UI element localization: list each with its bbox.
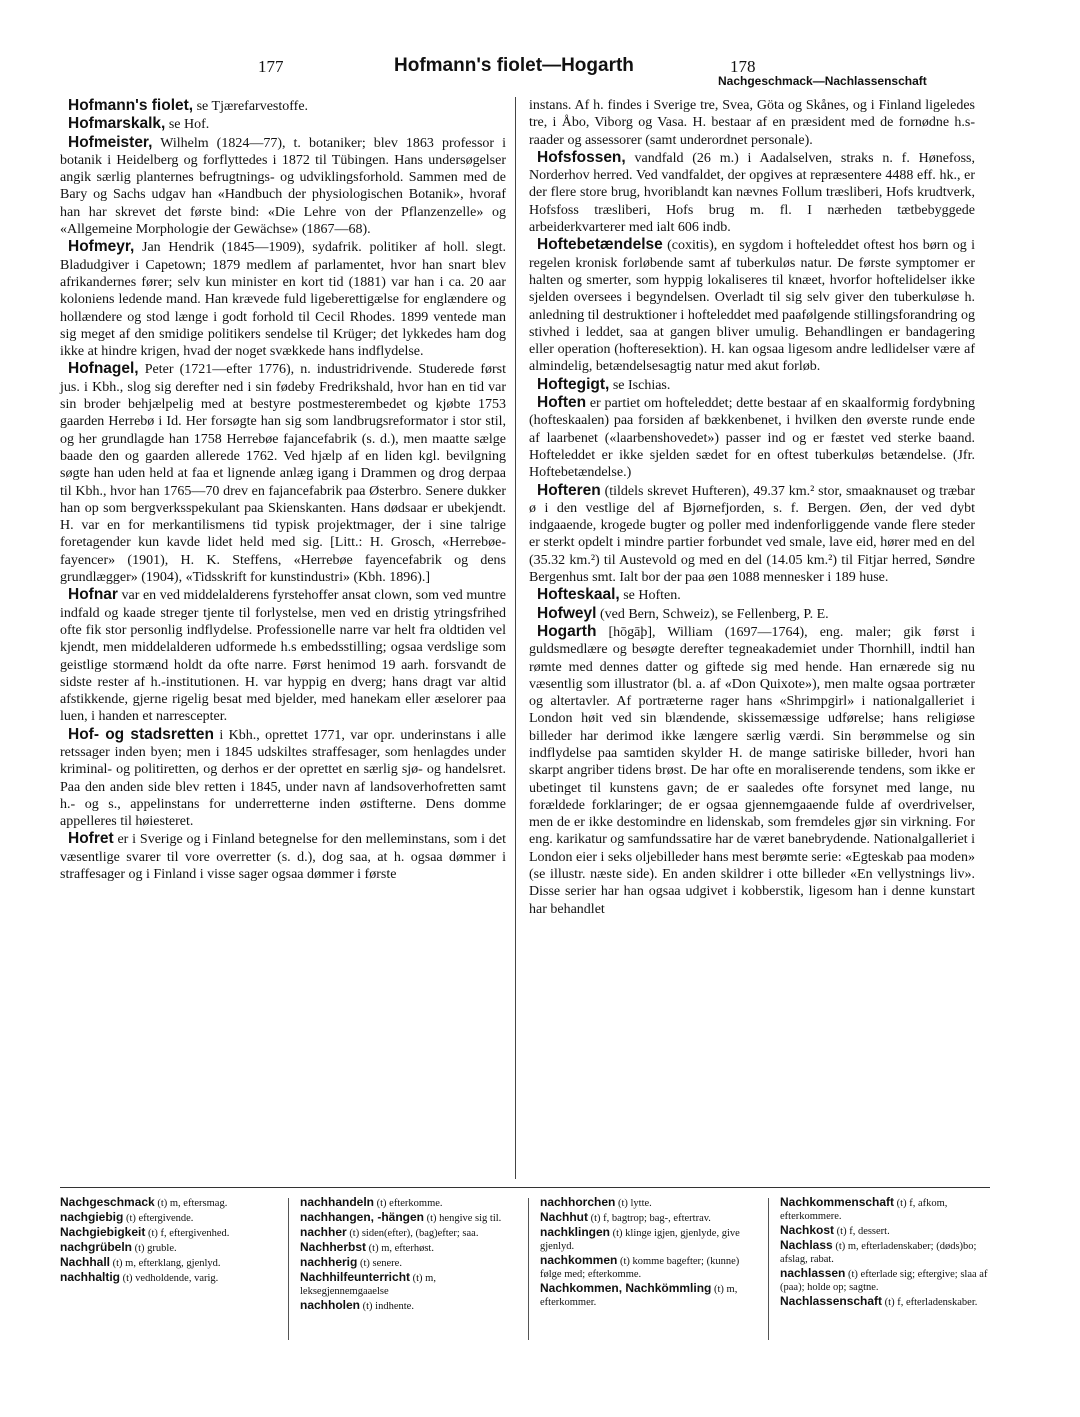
dictionary-range: Nachgeschmack—Nachlassenschaft bbox=[718, 74, 927, 88]
entry-text: (t) klinge igjen, gjenlyde, give gjenlyd. bbox=[540, 1228, 740, 1252]
page-number-right: 178 bbox=[730, 57, 756, 76]
entry bbox=[529, 376, 975, 394]
left-column bbox=[60, 97, 506, 883]
headword: Hofnagel, bbox=[68, 360, 139, 378]
entry-text: (t) hengive sig til. bbox=[424, 1213, 502, 1224]
entry-text: (coxitis), en sygdom i hofteleddet oftest hos børn og i regelen kronisk forløbende samt af tuberkuløs natur. De første symptomer er halten og smerter, som hyppig lokaliseres til knæet, hvorfor hoftelidelser ikke sjelden oversees i begyndelsen. Overladt til sig selv giver den tuberkuløse h. anledning til destruktioner i hofteleddet med paafølgende stillingsforandring og stivhed i leddet, saa at gangen bliver umulig. Behandlingen er bandagering eller operation (hofteresektion). H. kan ogsaa ligesom andre ledlidelser være af almindelig, betændelsesagtig natur med akut forløb. bbox=[529, 238, 975, 375]
entry-text: (t) f, afkom, efterkommere. bbox=[780, 1198, 948, 1222]
entry-text: (t) m, leksegjennemgaaelse bbox=[300, 1273, 436, 1297]
entry-text: (t) efterlade sig; eftergive; slaa af (paa); holde op; sagtne. bbox=[780, 1269, 988, 1293]
headword: Hofnar bbox=[68, 586, 118, 604]
footer-column-2 bbox=[300, 1196, 515, 1314]
entry bbox=[60, 1241, 275, 1255]
entry bbox=[529, 394, 975, 481]
headword: Nachhall bbox=[60, 1255, 111, 1269]
headword: Nachgiebigkeit bbox=[60, 1225, 146, 1239]
entry bbox=[300, 1226, 515, 1240]
entry bbox=[300, 1241, 515, 1255]
entry-text: se Hof. bbox=[165, 117, 210, 133]
entry bbox=[300, 1299, 515, 1313]
entry-text: (t) m, efterladenskaber; (døds)bo; afslag, rabat. bbox=[780, 1241, 977, 1265]
headword: Nachhilfeunterricht bbox=[300, 1270, 411, 1284]
headword: Hofsfossen, bbox=[537, 148, 626, 166]
headword: nachgrübeln bbox=[60, 1240, 133, 1254]
entry-text: (t) vedholdende, varig. bbox=[120, 1273, 219, 1284]
entry bbox=[540, 1211, 755, 1225]
entry-text: vandfald (26 m.) i Aadalselven, straks n. f. Hønefoss, Norderhov herred. Ved vandfaldet, der opgives at repræsentere 4488 eff. hk., er der flere store brug, hvoriblandt kan nævnes Follum træsliberi, Hofs krudtverk, Hofsfoss træsliberi, Hofs brug m. fl. I nærheden tætbebyggede arbeiderkvarterer med ialt 606 indb. bbox=[529, 150, 975, 236]
entry bbox=[60, 115, 506, 133]
entry bbox=[300, 1211, 515, 1225]
entry-text: se Tjærefarvestoffe. bbox=[193, 99, 309, 114]
entry-text: Peter (1721—efter 1776), n. industridrivende. Studerede først jus. i Kbh., slog sig derefter ned i sin fødeby Fredrikshald, hvor han en tid var sin broder behjælpelig med at bestyre postmesterembedet og kjøbte 1753 gaarden Herrebø i Id. Her forsøgte han sig som landbrugsreformator i stor stil, og her grundlagde han 1758 Herrebøe fajancefabrik (s. d.), men maatte sælge baade den og gaarden allerede 1762. Ved hjælp af en liden kgl. bevilgning søgte han uden held at faa et lignende anlæg igang i Drammen og drog derpaa til Kbh., hvor han 1765—70 drev en fajancefabrik paa Østerbro. Senere dukker han op som bergverksspekulant paa Skienskanten. Hans dødsaar er ubekjendt. H. var en for merkantilismens tid typisk projektmager, der i sine talrige foretagender kun kavde lidet held med sig. [Litt.: H. Grosch, «Herrebøe-fayencer» (1901), H. K. Steffens, «Herrebøe fayencefabrik og dens grundlægger» (1904), «Tidsskrift for kunstindustri» (Kbh. 1896).] bbox=[60, 362, 506, 586]
headword: Nachkost bbox=[780, 1223, 835, 1237]
headword: nachhaltig bbox=[60, 1270, 121, 1284]
headword: Nachkommen, Nachkömmling bbox=[540, 1281, 712, 1295]
entry-text: se Hoften. bbox=[619, 588, 681, 604]
headword: Nachlassenschaft bbox=[780, 1294, 883, 1308]
entry bbox=[780, 1239, 995, 1266]
entry bbox=[60, 360, 506, 586]
headword: nachher bbox=[300, 1225, 347, 1239]
entry bbox=[60, 586, 506, 725]
headword: Hoftebetændelse bbox=[537, 236, 663, 254]
entry-text: (t) efterkomme. bbox=[374, 1198, 443, 1209]
headword: Hoften bbox=[537, 394, 587, 412]
entry-text: (t) m, efterklang, gjenlyd. bbox=[110, 1258, 221, 1269]
entry-text: (ved Bern, Schweiz), se Fellenberg, P. E. bbox=[596, 606, 829, 622]
footer-column-3 bbox=[540, 1196, 755, 1310]
headword: nachkommen bbox=[540, 1253, 618, 1267]
entry-text: (t) f, eftergivenhed. bbox=[145, 1228, 230, 1239]
headword: Hof- og stadsretten bbox=[68, 725, 214, 743]
footer-divider bbox=[288, 1198, 289, 1340]
entry bbox=[60, 1211, 275, 1225]
page-header bbox=[0, 55, 1080, 95]
entry bbox=[540, 1196, 755, 1210]
entry bbox=[529, 623, 975, 918]
page-number-left: 177 bbox=[258, 57, 284, 76]
entry-text: (t) m, eftersmag. bbox=[154, 1198, 228, 1209]
headword: Nachkommenschaft bbox=[780, 1195, 895, 1209]
entry bbox=[60, 830, 506, 883]
headword: nachgiebig bbox=[60, 1210, 124, 1224]
entry bbox=[60, 1256, 275, 1270]
entry bbox=[60, 134, 506, 239]
entry bbox=[540, 1254, 755, 1281]
headword: Hofteren bbox=[537, 481, 601, 499]
headword: nachhorchen bbox=[540, 1195, 616, 1209]
entry bbox=[529, 97, 975, 149]
entry bbox=[300, 1271, 515, 1298]
entry-text: (t) siden(efter), (bag)efter; saa. bbox=[346, 1228, 479, 1239]
entry-text: (t) eftergivende. bbox=[123, 1213, 194, 1224]
headword: Hofteskaal, bbox=[537, 586, 620, 604]
headword: Nachhut bbox=[540, 1210, 588, 1224]
entry-text: [hōgāþ], William (1697—1764), eng. maler; gik først i guldsmedlære og besøgte derefter tegneakademiet under Thornhill, indtil han rømte med dennes datter og giftede sig med hende. Han ernærede sig nu væsentlig som illustrator (bl. a. af «Don Quixote»), men malte ogsaa portræter og altertavler. Af portræterne rager hans «Shrimpgirl» i nationalgalleriet i London høit ved sin blændende, skissemæssige udførelse; hans religiøse billeder har derimod ikke længere særlig værdi. Sin berømmelse og sin indflydelse paa samtiden skylder H. de mange satiriske billeder, hvori han skarpt angriber tidens brøst. De har ofte en moraliserende tendens, som ikke er ubetinget til kunstens gavn; de er saaledes ofte forsynet med lange, nu forældede forklaringer; de er ogsaa gjennemgaaende fulde af overdrivelser, men de er ikke destomindre en lidenskab, som fremdeles gjør sin virkning. For eng. karikatur og samfundssatire har de været banebrydende. Nationalgalleriet i London eier i seks oljebilleder hans mest berømte serie: «Egteskab paa moden» (se illustr. næste side). En anden skildrer i otte billeder «En vellystnings liv». Disse serier har han ogsaa udgivet i kobberstik, ligesom han i denne kunstart har behandlet bbox=[529, 624, 975, 917]
entry-text: er i Sverige og i Finland betegnelse for den melleminstans, som i det væsentlige svarer til vore overretter (s. d.), dog saa, at h. ogsaa dømmer i straffesager og i Finland i visse sager ogsaa dømmer i første bbox=[60, 832, 506, 883]
entry bbox=[60, 726, 506, 831]
footer-divider bbox=[528, 1198, 529, 1340]
entry bbox=[780, 1196, 995, 1223]
headword: Nachgeschmack bbox=[60, 1195, 155, 1209]
dictionary-footer bbox=[60, 1196, 990, 1376]
entry-text: er partiet om hofteleddet; dette bestaar af en skaalformig fordybning (hofteskaalen) paa forsiden af bækkenbenet, i hvilken den øverste runde ende af laarbenet («laarbenshovedet») passer ind og er fæstet ved sterke baand. Hofteleddet er ikke sjelden sædet for en oftest tuberkuløs betændelse. (Jfr. Hoftebetændelse.) bbox=[529, 396, 975, 481]
entry bbox=[60, 1226, 275, 1240]
entry-text: (t) f, dessert. bbox=[834, 1226, 890, 1237]
entry-text: (tildels skrevet Hufteren), 49.37 km.² stor, smaaknauset og træbar ø i den vestlige del af Bjørnefjorden, s. f. Bergen. Øen, der ved dybt indgaaende, krogede bugter og poller med indenforliggende vande flere steder er sterkt opdelt i mindre partier forbundet ved smale, lave eid, hører med en del (35.32 km.²) til Austevold og med en del (14.05 km.²) til Fitjar herred, Søndre Bergenhus smt. Ialt bor der paa øen 1088 mennesker i 189 huse. bbox=[529, 483, 975, 586]
entry-text: se Ischias. bbox=[609, 377, 671, 393]
headword: Hoftegigt, bbox=[537, 375, 610, 393]
entry-text: (t) m, efterkommer. bbox=[540, 1284, 738, 1308]
entry-text: Wilhelm (1824—77), t. botaniker; blev 1863 professor i botanik i Heidelberg og forflyttedes i 1872 til Tübingen. Hans undersøgelser angik særlig planternes befrugtnings- og udviklingsforhold. Sammen med de Bary og Sachs udgav han «Handbuch der physiologischen Botanik», hvoraf han har skrevet det første bind: «Die Lehre von der Pflanzenzelle» og «Allgemeine Morphologie der Gewächse» (1867—68). bbox=[60, 135, 506, 238]
entry bbox=[300, 1196, 515, 1210]
entry bbox=[540, 1282, 755, 1309]
entry-text: (t) f, bagtrop; bag-, eftertrav. bbox=[588, 1213, 711, 1224]
headword: nachlassen bbox=[780, 1266, 846, 1280]
entry-text: Jan Hendrik (1845—1909), sydafrik. politiker af holl. slegt. Bladudgiver i Capetown; 1879 medlem af parlamentet, hvor han snart blev afrikandernes fører; selv kun minister en kort tid (1881) var han i ca. 20 aar koloniens ledende mand. Han krævede fuld ligeberettigælse for englændere og hollændere og stod længe i godt forhold til Cecil Rhodes. 1899 ventede man sig meget af den smidige politikers sendelse til Krüger; det lykkedes ham dog ikke at hindre krigen, hvad der noget svækkede hans indflydelse. bbox=[60, 240, 506, 360]
headword: nachherig bbox=[300, 1255, 358, 1269]
headword: Hofmeyr, bbox=[68, 238, 135, 256]
entry-text: (t) m, efterhøst. bbox=[366, 1243, 434, 1254]
entry bbox=[60, 97, 506, 115]
entry-text: i Kbh., oprettet 1771, var opr. underinstans i alle retssager inden byen; men i 1845 udskiltes straffesager, som henlagdes under kriminal- og politiretten, og derhos er der oprettet en særlig sjø- og handelsret. Paa den anden side blev retten i 1845, under navn af landsoverhofretten samt h.- og s., appelinstans for underretterne inden østifterne. Dens domme appelleres til høiesteret. bbox=[60, 727, 507, 830]
footer-column-1 bbox=[60, 1196, 275, 1286]
entry bbox=[780, 1224, 995, 1238]
entry bbox=[780, 1295, 995, 1309]
entry-text: instans. Af h. findes i Sverige tre, Svea, Göta og Skånes, og i Finland ligeledes tre, i Åbo, Viborg og Vasa. H. bestaar af en præsident med de fornødne h.s-raader og assessorer (samt underordnet personale). bbox=[529, 98, 975, 148]
entry bbox=[60, 1271, 275, 1285]
entry bbox=[780, 1267, 995, 1294]
entry bbox=[529, 236, 975, 375]
headword: Nachlass bbox=[780, 1238, 833, 1252]
headword: nachholen bbox=[300, 1298, 361, 1312]
right-column bbox=[529, 97, 975, 918]
headword: Nachherbst bbox=[300, 1240, 367, 1254]
entry bbox=[60, 238, 506, 360]
entry bbox=[529, 149, 975, 236]
headword: Hofmeister, bbox=[68, 133, 153, 151]
entry bbox=[540, 1226, 755, 1253]
entry bbox=[529, 605, 975, 623]
headword: Hofweyl bbox=[537, 604, 597, 622]
main-text bbox=[60, 97, 990, 1179]
entry bbox=[60, 1196, 275, 1210]
entry-text: (t) lytte. bbox=[615, 1198, 652, 1209]
entry-text: (t) senere. bbox=[357, 1258, 402, 1269]
entry-text: (t) gruble. bbox=[132, 1243, 177, 1254]
entry bbox=[300, 1256, 515, 1270]
running-title: Hofmann's fiolet—Hogarth bbox=[394, 55, 634, 76]
column-divider bbox=[515, 97, 516, 1179]
headword: Hofret bbox=[68, 830, 114, 848]
headword: Hofmann's fiolet, bbox=[68, 97, 194, 114]
entry bbox=[529, 586, 975, 604]
headword: nachhandeln bbox=[300, 1195, 375, 1209]
entry bbox=[529, 482, 975, 587]
headword: nachklingen bbox=[540, 1225, 611, 1239]
entry-text: (t) f, efterladenskaber. bbox=[882, 1297, 978, 1308]
footer-column-4 bbox=[780, 1196, 995, 1310]
entry-text: var en ved middelalderens fyrstehoffer ansat clown, som ved muntre indfald og kaade streger tjente til forlystelse, men ved en dristig ytringsfrihed ofte fik stor personlig indflydelse. Professionelle narre var helt fra oldtiden vel kjendt, men middelalderen udformede h.s embedsstilling; ogsaa verdslige som geistlige stormænd holdt da ofte narre. Først henimod 19 aarh. forsvandt de sidste rester af h.-institutionen. H. var hyppig en dverg; hans dragt var altid afstikkende, gjerne rigelig besat med bjelder, med hanekam eller æselorer paa luen, i handen et narrescepter. bbox=[60, 588, 506, 725]
headword: Hogarth bbox=[537, 622, 597, 640]
footer-separator bbox=[60, 1187, 990, 1188]
entry-text: (t) indhente. bbox=[360, 1301, 414, 1312]
headword: Hofmarskalk, bbox=[68, 115, 166, 133]
footer-divider bbox=[768, 1198, 769, 1340]
entry-text: (t) komme bagefter; (kunne) følge med; efterkomme. bbox=[540, 1256, 740, 1280]
headword: nachhangen, -hängen bbox=[300, 1210, 425, 1224]
